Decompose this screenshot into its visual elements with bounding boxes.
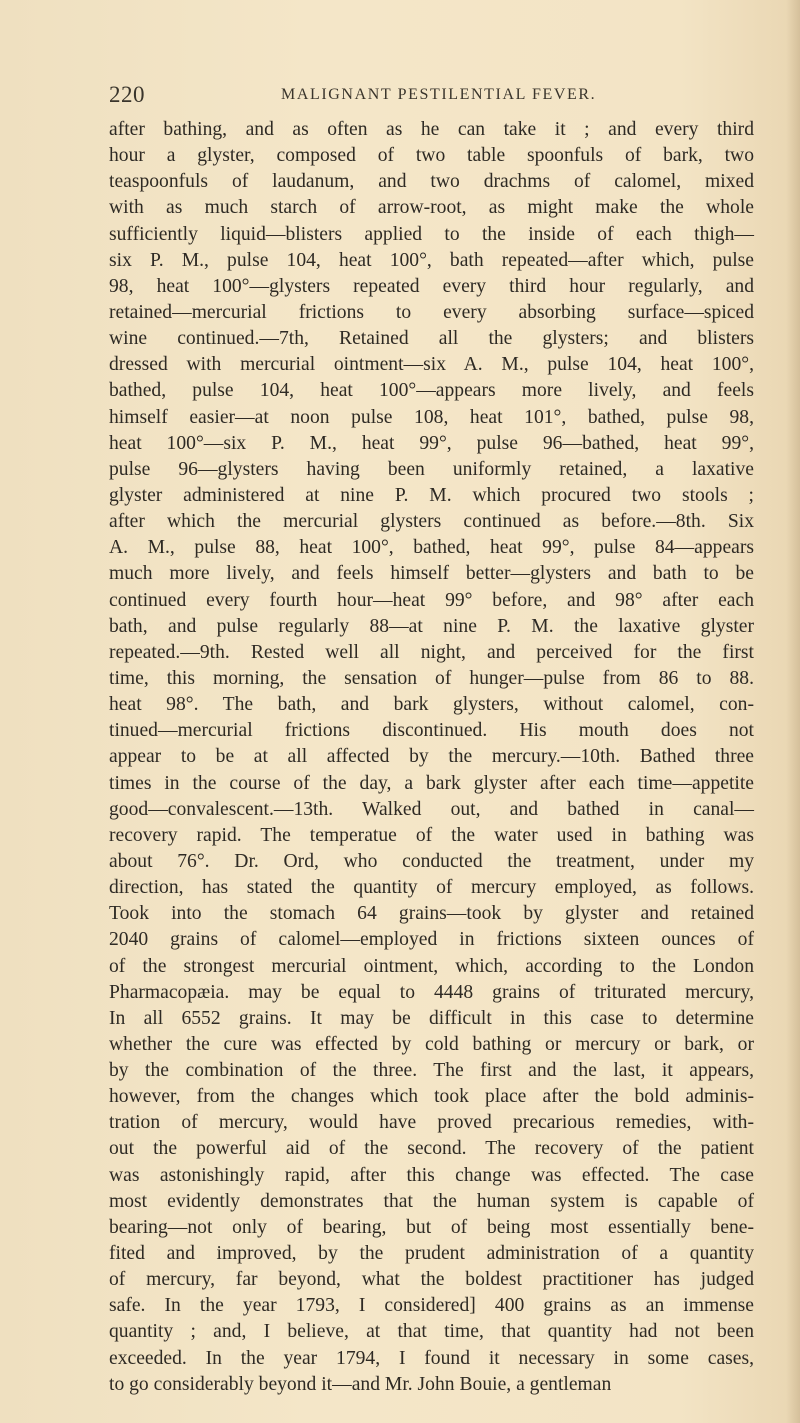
text-line: was astonishingly rapid, after this change was effected. The case <box>109 1164 754 1186</box>
text-line: much more lively, and feels himself better—glysters and bath to be <box>109 563 754 585</box>
text-line: recovery rapid. The temperatue of the water used in bathing was <box>109 824 754 846</box>
text-line: bath, and pulse regularly 88—at nine P. M. the laxative glyster <box>109 615 754 637</box>
text-line: Pharmacopæia. may be equal to 4448 grains of triturated mercury, <box>109 981 754 1003</box>
text-line: tration of mercury, would have proved precarious remedies, with- <box>109 1112 754 1134</box>
text-line: 2040 grains of calomel—employed in frictions sixteen ounces of <box>109 929 754 951</box>
text-line: of mercury, far beyond, what the boldest practitioner has judged <box>109 1269 754 1291</box>
text-line: continued every fourth hour—heat 99° before, and 98° after each <box>109 589 754 611</box>
text-line: pulse 96—glysters having been uniformly retained, a laxative <box>109 458 754 480</box>
text-line: appear to be at all affected by the mercury.—10th. Bathed three <box>109 746 754 768</box>
running-head: MALIGNANT PESTILENTIAL FEVER. <box>281 86 597 103</box>
text-line: about 76°. Dr. Ord, who conducted the treatment, under my <box>109 850 754 872</box>
text-line: by the combination of the three. The first and the last, it appears, <box>109 1060 754 1082</box>
text-line: In all 6552 grains. It may be difficult in this case to determine <box>109 1007 754 1029</box>
text-line: however, from the changes which took place after the bold adminis- <box>109 1086 754 1108</box>
text-line: direction, has stated the quantity of mercury employed, as follows. <box>109 877 754 899</box>
text-line: times in the course of the day, a bark glyster after each time—appetite <box>109 772 754 794</box>
text-line: to go considerably beyond it—and Mr. John Bouie, a gentleman <box>109 1373 612 1395</box>
text-line: bathed, pulse 104, heat 100°—appears more lively, and feels <box>109 380 754 402</box>
text-line: of the strongest mercurial ointment, which, according to the London <box>109 955 754 977</box>
text-line: bearing—not only of bearing, but of being most essentially bene- <box>109 1216 754 1238</box>
text-line: A. M., pulse 88, heat 100°, bathed, heat 99°, pulse 84—appears <box>109 537 754 559</box>
text-line: tinued—mercurial frictions discontinued. His mouth does not <box>109 720 754 742</box>
text-line: hour a glyster, composed of two table spoonfuls of bark, two <box>109 145 754 167</box>
page-number: 220 <box>109 82 145 107</box>
text-line: six P. M., pulse 104, heat 100°, bath repeated—after which, pulse <box>109 249 754 271</box>
text-line: most evidently demonstrates that the human system is capable of <box>109 1190 754 1212</box>
text-line: time, this morning, the sensation of hunger—pulse from 86 to 88. <box>109 667 754 689</box>
page-edge-shadow <box>786 0 800 1423</box>
text-line: wine continued.—7th, Retained all the glysters; and blisters <box>109 328 754 350</box>
text-line: himself easier—at noon pulse 108, heat 101°, bathed, pulse 98, <box>109 406 754 428</box>
text-line: out the powerful aid of the second. The recovery of the patient <box>109 1138 754 1160</box>
text-line: after which the mercurial glysters continued as before.—8th. Six <box>109 511 754 533</box>
text-line: good—convalescent.—13th. Walked out, and bathed in canal— <box>109 798 754 820</box>
text-line: glyster administered at nine P. M. which procured two stools ; <box>109 484 754 506</box>
text-line: quantity ; and, I believe, at that time, that quantity had not been <box>109 1321 754 1343</box>
text-line: retained—mercurial frictions to every absorbing surface—spiced <box>109 301 754 323</box>
text-line: repeated.—9th. Rested well all night, and perceived for the first <box>109 641 754 663</box>
text-line: teaspoonfuls of laudanum, and two drachms of calomel, mixed <box>109 171 754 193</box>
text-line: sufficiently liquid—blisters applied to the inside of each thigh— <box>109 223 754 245</box>
text-line: fited and improved, by the prudent administration of a quantity <box>109 1243 754 1265</box>
text-line: after bathing, and as often as he can take it ; and every third <box>109 119 754 140</box>
text-line: safe. In the year 1793, I considered] 400 grains as an immense <box>109 1295 754 1317</box>
text-line: exceeded. In the year 1794, I found it necessary in some cases, <box>109 1347 754 1369</box>
text-line: whether the cure was effected by cold bathing or mercury or bark, or <box>109 1033 754 1055</box>
text-line: Took into the stomach 64 grains—took by glyster and retained <box>109 903 754 925</box>
body-text <box>109 117 754 1398</box>
page-header <box>109 82 749 112</box>
text-line: 98, heat 100°—glysters repeated every third hour regularly, and <box>109 275 754 297</box>
text-line: heat 98°. The bath, and bark glysters, without calomel, con- <box>109 694 754 716</box>
text-line: dressed with mercurial ointment—six A. M., pulse 104, heat 100°, <box>109 354 754 376</box>
text-line: heat 100°—six P. M., heat 99°, pulse 96—bathed, heat 99°, <box>109 432 754 454</box>
text-line: with as much starch of arrow-root, as might make the whole <box>109 197 754 219</box>
